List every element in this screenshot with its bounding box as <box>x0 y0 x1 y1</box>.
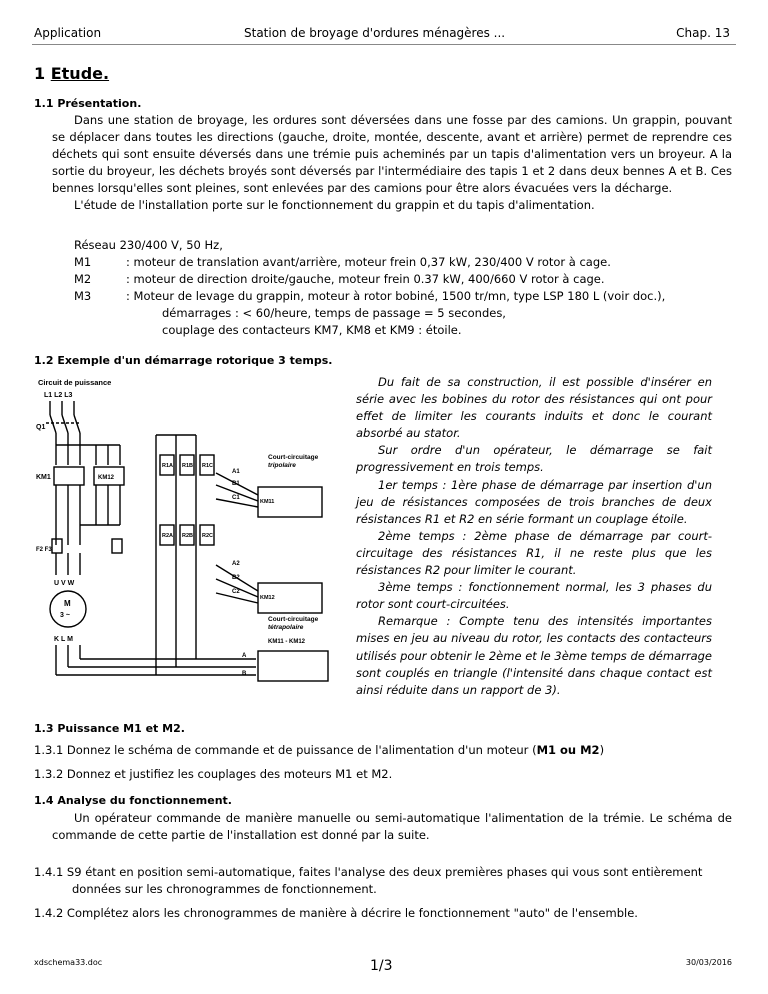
svg-text:L1 L2 L3: L1 L2 L3 <box>44 392 73 399</box>
svg-text:A2: A2 <box>232 561 240 567</box>
rotor-start-circuit-diagram <box>36 375 350 695</box>
motor-m1-desc: : moteur de translation avant/arrière, moteur frein 0,37 kW, 230/400 V rotor à cage. <box>126 255 611 269</box>
svg-text:R2A: R2A <box>162 533 174 539</box>
question-1-4-1-cont: données sur les chronogrammes de fonctionnement. <box>72 882 377 896</box>
svg-text:R1C: R1C <box>202 463 214 469</box>
rotor-start-text: Du fait de sa construction, il est possible d'insérer en série avec les bobines du rotor des résistances qui ont pour effet de limiter les courants induits et donc le courant absorbé au stator. Sur ordre d'un opérateur, le démarrage se fait progressivement en trois temps. 1er temps : 1ère phase de démarrage par insertion d'un jeu de résistances composées de trois branches de deux résistances R1 et R2 en série formant un couplage étoile. 2ème temps : 2ème phase de démarrage par court-circuitage des résistances R1, il ne reste plus que les résistances R2 pour limiter le courant. 3ème temps : fonctionnement normal, les 3 phases du rotor sont court-circuitées. Remarque : Compte tenu des intensités importantes mises en jeu au niveau du rotor, les contacts des contacteurs utilisés pour obtenir le 2ème et le 3ème temps de démarrage sont couplés en triangle (l'intensité dans chaque contact est ainsi réduite dans un rapport de 3). <box>356 375 712 697</box>
svg-text:R1A: R1A <box>162 463 174 469</box>
heading-1-3: 1.3 Puissance M1 et M2. <box>34 722 185 735</box>
header-left: Application <box>34 26 102 40</box>
svg-text:KM11 - KM12: KM11 - KM12 <box>268 639 306 645</box>
heading-1-2: 1.2 Exemple d'un démarrage rotorique 3 temps. <box>34 354 333 367</box>
motor-m1-label: M1 <box>74 255 92 269</box>
header-center: Station de broyage d'ordures ménagères ... <box>244 26 506 40</box>
motor-m3-starts: démarrages : < 60/heure, temps de passage = 5 secondes, <box>162 306 506 320</box>
motor-m3-desc: : Moteur de levage du grappin, moteur à rotor bobiné, 1500 tr/mn, type LSP 180 L (voir doc.), <box>126 289 666 303</box>
svg-text:KM1: KM1 <box>36 474 51 481</box>
header-right: Chap. 13 <box>676 26 730 40</box>
motor-m3-coupling: couplage des contacteurs KM7, KM8 et KM9 : étoile. <box>162 323 462 337</box>
svg-text:R2B: R2B <box>182 533 194 539</box>
svg-text:F2 F3: F2 F3 <box>36 547 52 553</box>
svg-text:B: B <box>242 671 247 677</box>
svg-text:Court-circuitage: Court-circuitage <box>268 454 319 461</box>
svg-text:KM12: KM12 <box>98 475 115 481</box>
section-title: 1 Etude. <box>34 64 110 83</box>
svg-text:A: A <box>242 653 247 659</box>
svg-text:R2C: R2C <box>202 533 214 539</box>
heading-1-1: 1.1 Présentation. <box>34 97 142 110</box>
motor-m2-desc: : moteur de direction droite/gauche, moteur frein 0.37 kW, 400/660 V rotor à cage. <box>126 272 605 286</box>
question-1-3-1: 1.3.1 Donnez le schéma de commande et de puissance de l'alimentation d'un moteur (M1 ou M2) <box>34 743 605 757</box>
footer-date: 30/03/2016 <box>685 958 732 967</box>
svg-text:U V W: U V W <box>54 580 75 587</box>
svg-text:Q1: Q1 <box>36 424 46 431</box>
svg-text:K L M: K L M <box>54 636 73 643</box>
network-line: Réseau 230/400 V, 50 Hz, <box>74 238 223 252</box>
motor-m2-label: M2 <box>74 272 92 286</box>
question-1-4-2: 1.4.2 Complétez alors les chronogrammes de manière à décrire le fonctionnement "auto" de l'ensemble. <box>34 906 638 920</box>
svg-text:M: M <box>64 599 71 608</box>
question-1-3-2: 1.3.2 Donnez et justifiez les couplages des moteurs M1 et M2. <box>34 767 393 781</box>
svg-text:C2: C2 <box>232 589 240 595</box>
page-header <box>32 26 736 45</box>
question-1-4-1: 1.4.1 S9 étant en position semi-automatique, faites l'analyse des deux premières phases qui vous sont entièrement <box>34 865 703 879</box>
svg-text:KM11: KM11 <box>260 499 275 505</box>
svg-text:tétrapolaire: tétrapolaire <box>268 624 304 631</box>
svg-text:Court-circuitage: Court-circuitage <box>268 616 319 623</box>
footer-page-number: 1/3 <box>370 958 393 974</box>
svg-text:B2: B2 <box>232 575 240 581</box>
svg-text:KM12: KM12 <box>260 595 275 601</box>
svg-text:R1B: R1B <box>182 463 194 469</box>
footer-filename: xdschema33.doc <box>34 958 103 967</box>
svg-text:C1: C1 <box>232 495 240 501</box>
motor-m3-label: M3 <box>74 289 92 303</box>
svg-text:Circuit de puissance: Circuit de puissance <box>38 378 112 387</box>
heading-1-4: 1.4 Analyse du fonctionnement. <box>34 794 232 807</box>
svg-text:tripolaire: tripolaire <box>268 462 296 469</box>
svg-text:3 ~: 3 ~ <box>60 612 70 619</box>
paragraph-analyse: Un opérateur commande de manière manuelle ou semi-automatique l'alimentation de la trémie. Le schéma de commande de cette partie de l'installation est donné par la suite. <box>52 811 732 842</box>
svg-text:B1: B1 <box>232 481 240 487</box>
paragraph-presentation: Dans une station de broyage, les ordures sont déversées dans une fosse par des camions. Un grappin, pouvant se déplacer dans toutes les directions (gauche, droite, montée, descente, avant et arrière) permet de reprendre ces déchets qui sont ensuite déversés dans une trémie puis acheminés par un tapis d'alimentation vers un broyeur. A la sortie du broyeur, les déchets broyés sont déversés par l'intermédiaire des tapis 1 et 2 dans deux bennes A et B. Ces bennes lorsqu'elles sont pleines, sont enlevées par des camions pour être alors évacuées vers la décharge. L'étude de l'installation porte sur le fonctionnement du grappin et du tapis d'alimentation. <box>52 113 732 212</box>
svg-text:A1: A1 <box>232 469 240 475</box>
